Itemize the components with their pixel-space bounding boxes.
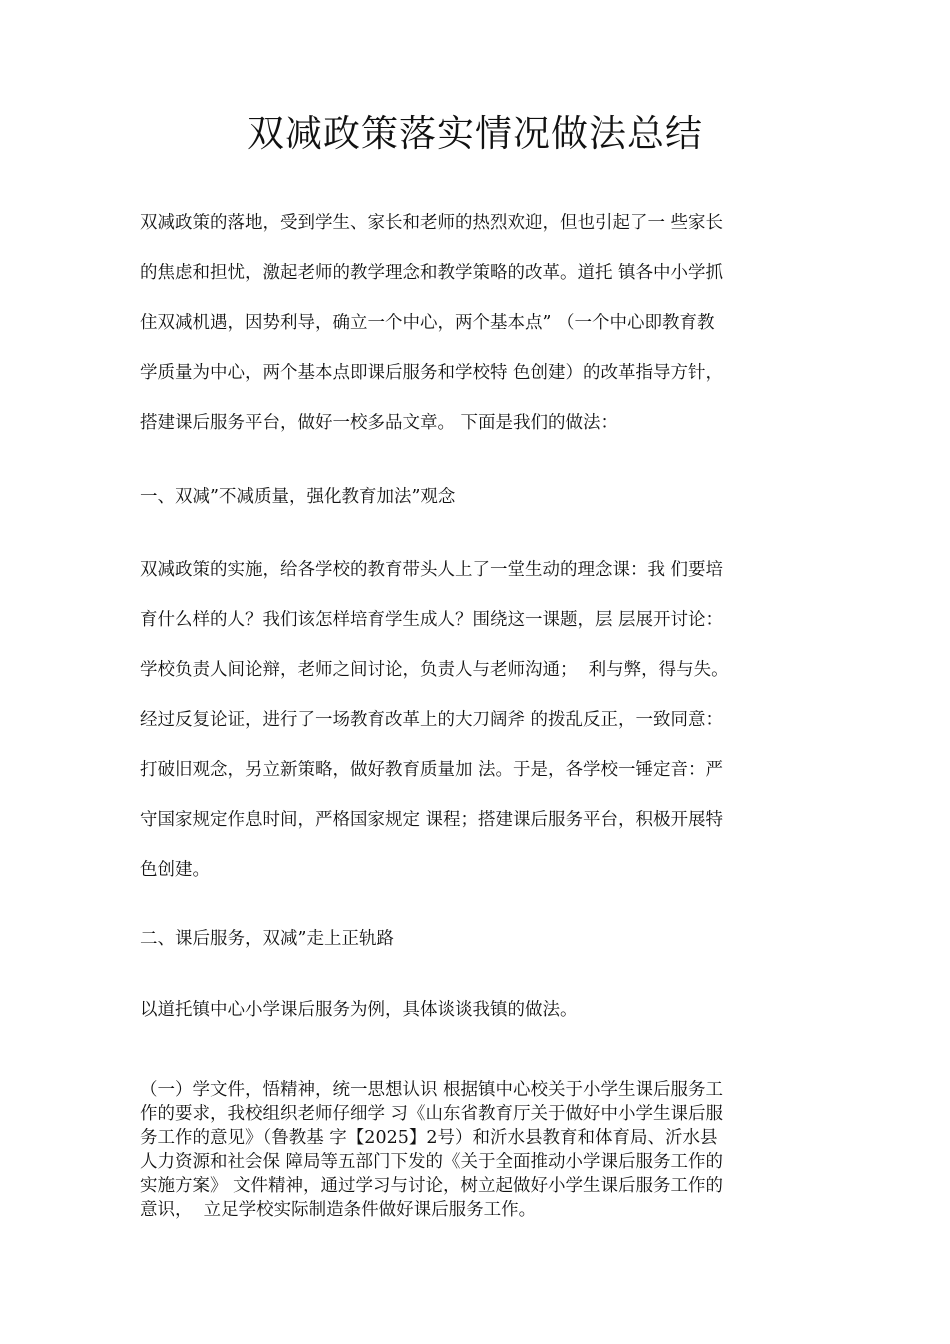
paragraph-line: 以道托镇中心小学课后服务为例，具体谈谈我镇的做法。 — [140, 1000, 578, 1020]
paragraph-line: 搭建课后服务平台，做好一校多品文章。 下面是我们的做法： — [140, 413, 619, 433]
paragraph-line: 住双减机遇，因势利导，确立一个中心，两个基本点” （一个中心即教育教 — [140, 313, 715, 333]
paragraph-line: 打破旧观念，另立新策略，做好教育质量加 法。于是，各学校一锤定音：严 — [140, 760, 724, 780]
paragraph-line: 守国家规定作息时间，严格国家规定 课程；搭建课后服务平台，积极开展特 — [140, 810, 724, 830]
document-title: 双减政策落实情况做法总结 — [247, 112, 703, 155]
paragraph-line: 色创建。 — [140, 860, 210, 880]
section-heading-1 — [140, 472, 820, 522]
paragraph-line: 双减政策的落地，受到学生、家长和老师的热烈欢迎，但也引起了一 些家长 — [140, 213, 724, 233]
section-1-paragraph — [140, 545, 820, 895]
paragraph-line: 作的要求，我校组织老师仔细学 习《山东省教育厅关于做好中小学生课后服 — [140, 1104, 724, 1124]
paragraph-line: 务工作的意见》（鲁教基 字【2025】2号）和沂水县教育和体育局、沂水县 — [140, 1128, 718, 1148]
paragraph-line: 育什么样的人？我们该怎样培育学生成人？围绕这一课题，层 层展开讨论： — [140, 610, 724, 630]
section-heading-text: 一、双减”不减质量，强化教育加法”观念 — [140, 487, 456, 507]
section-2-intro — [140, 985, 820, 1035]
paragraph-line: 经过反复论证，进行了一场教育改革上的大刀阔斧 的拨乱反正，一致同意： — [140, 710, 724, 730]
paragraph-line: 双减政策的实施，给各学校的教育带头人上了一堂生动的理念课：我 们要培 — [140, 560, 724, 580]
subsection-1-paragraph — [140, 1078, 820, 1222]
paragraph-line: 学校负责人间论辩，老师之间讨论，负责人与老师沟通； 利与弊，得与失。 — [140, 660, 729, 680]
paragraph-line: 学质量为中心，两个基本点即课后服务和学校特 色创建）的改革指导方针， — [140, 363, 724, 383]
paragraph-line: 的焦虑和担忧，激起老师的教学理念和教学策略的改革。道托 镇各中小学抓 — [140, 263, 724, 283]
section-heading-2 — [140, 914, 820, 964]
section-heading-text: 二、课后服务，双减”走上正轨路 — [140, 929, 394, 949]
paragraph-line: （一）学文件，悟精神，统一思想认识 根据镇中心校关于小学生课后服务工 — [140, 1080, 724, 1100]
paragraph-line: 人力资源和社会保 障局等五部门下发的《关于全面推动小学课后服务工作的 — [140, 1152, 724, 1172]
paragraph-line: 意识， 立足学校实际制造条件做好课后服务工作。 — [140, 1200, 537, 1220]
paragraph-line: 实施方案》 文件精神，通过学习与讨论，树立起做好小学生课后服务工作的 — [140, 1176, 724, 1196]
intro-paragraph — [140, 198, 820, 448]
